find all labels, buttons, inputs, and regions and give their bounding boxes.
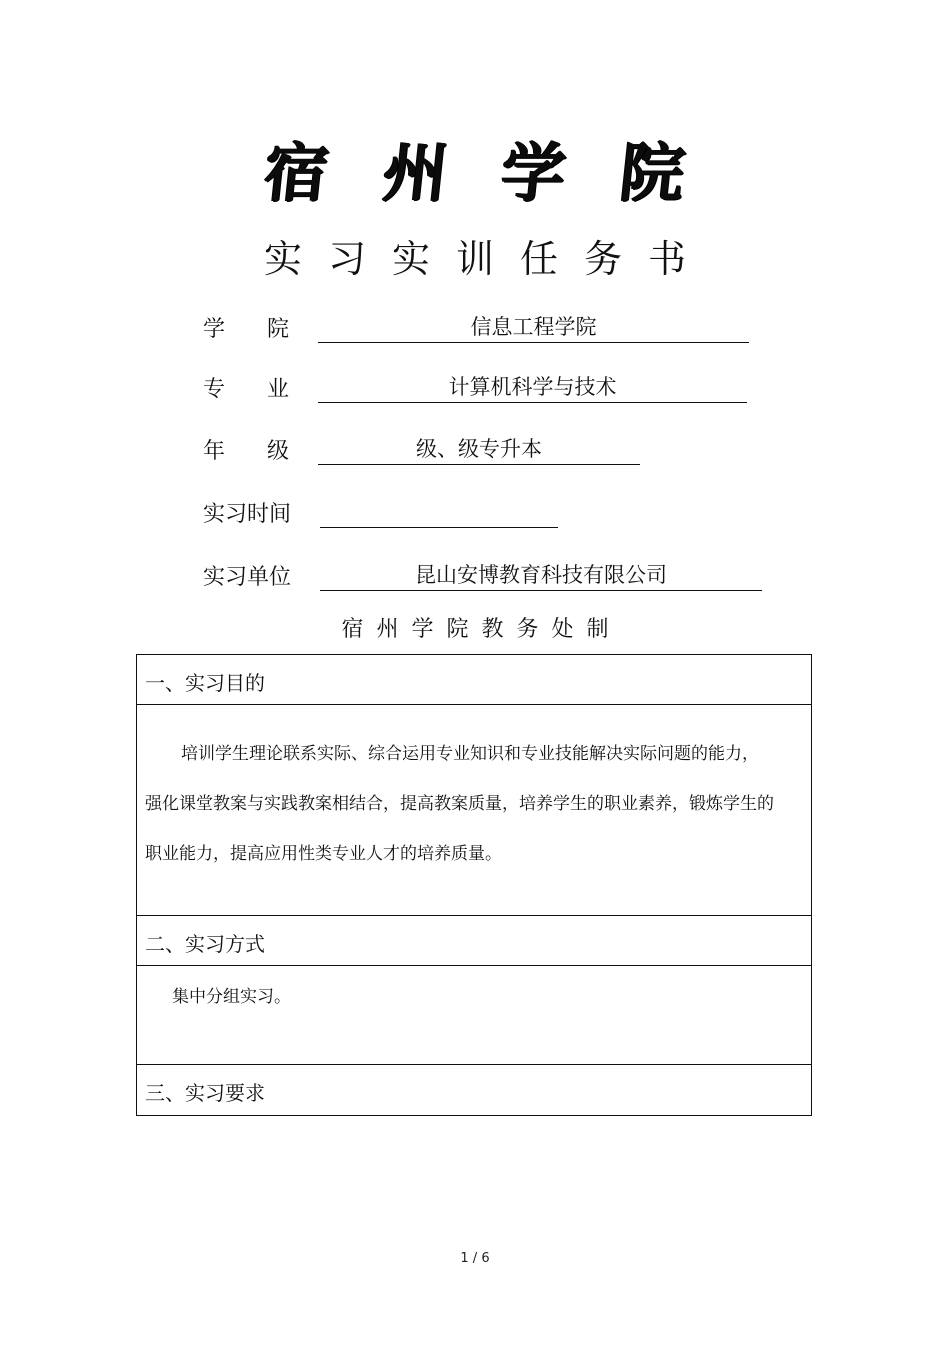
section-purpose-text: 培训学生理论联系实际、综合运用专业知识和专业技能解决实际问题的能力，强化课堂教案与实践教案相结合，提高教案质量，培养学生的职业素养，锻炼学生的职业能力，提高应用性类专业人才的培养质量。 [145,744,774,864]
section-purpose-header [137,655,811,705]
section-purpose-body [137,705,811,916]
section-method-text: 集中分组实习。 [172,987,291,1007]
field-college-label: 学院 [203,317,332,342]
field-major-label: 专业 [203,377,332,402]
section-requirements-header [137,1065,811,1115]
issuer-line: 宿州学院教务处制 [341,617,622,642]
section-requirements-heading: 三、实习要求 [145,1081,265,1105]
logo-char-2: 州 [379,135,452,211]
university-logo [260,125,689,211]
task-table [136,654,812,1116]
section-method-body [137,966,811,1065]
section-method-header [137,916,811,966]
logo-char-3: 学 [497,135,570,211]
page-number: 1 / 6 [460,1251,490,1266]
field-college-value: 信息工程学院 [318,312,749,343]
logo-char-4: 院 [616,135,689,211]
section-method-heading: 二、实习方式 [145,932,265,956]
field-grade-label: 年级 [203,439,332,464]
section-purpose-heading: 一、实习目的 [145,671,265,695]
field-grade-value: 级、级专升本 [318,434,640,465]
logo-char-1: 宿 [260,135,333,211]
field-period-value [320,497,558,528]
field-company-value: 昆山安博教育科技有限公司 [320,560,762,591]
field-period-label: 实习时间 [203,502,292,527]
field-company-label: 实习单位 [203,565,292,590]
document-title: 实习实训任务书 [263,237,712,281]
field-major-value: 计算机科学与技术 [318,372,747,403]
